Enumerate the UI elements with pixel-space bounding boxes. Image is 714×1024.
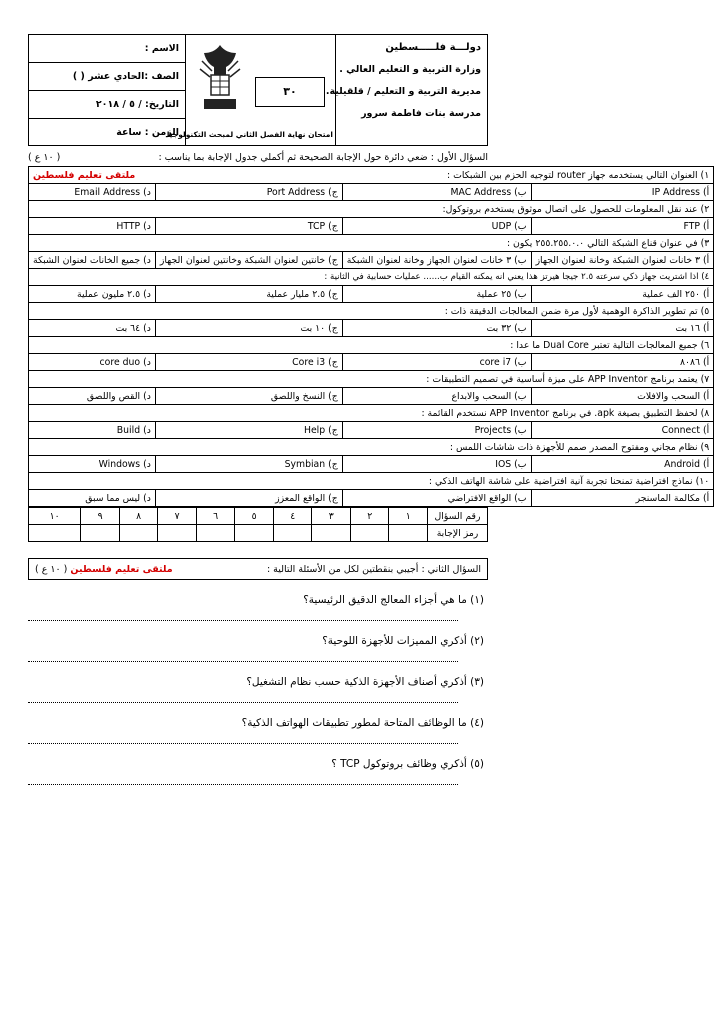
- answer-line[interactable]: [28, 702, 458, 703]
- q4-option-b[interactable]: ب) ٢٥ عملية: [342, 286, 531, 303]
- answer-line[interactable]: [28, 620, 458, 621]
- answer-number: ٣: [312, 508, 351, 525]
- q10-option-d[interactable]: د) ليس مما سبق: [29, 490, 156, 507]
- q2-score: ( ١٠ ع ): [35, 563, 68, 575]
- answer-cell[interactable]: [273, 525, 312, 542]
- q7-option-c[interactable]: ج) النسخ واللصق: [155, 388, 342, 405]
- answer-cell[interactable]: [81, 525, 120, 542]
- q2-item-5: (٥) أذكري وظائف بروتوكول TCP ؟: [331, 758, 484, 770]
- q5-option-d[interactable]: د) ٦٤ بت: [29, 320, 156, 337]
- ministry-label: وزارة التربية و التعليم العالي .: [339, 64, 481, 75]
- q4-option-a[interactable]: أ) ٢٥٠ الف عملية: [531, 286, 714, 303]
- q4-option-d[interactable]: د) ٢.٥ مليون عملية: [29, 286, 156, 303]
- q3-option-b[interactable]: ب) ٣ خانات لعنوان الجهاز وخانة لعنوان الشبكة: [342, 252, 531, 269]
- answer-cell[interactable]: [350, 525, 389, 542]
- answer-number: ٥: [235, 508, 274, 525]
- q8-option-d[interactable]: د) Build: [29, 422, 156, 439]
- question-9-stem: ٩) نظام مجاني ومفتوح المصدر صمم للأجهزة ذات شاشات اللمس :: [29, 439, 714, 456]
- q8-option-b[interactable]: ب) Projects: [342, 422, 531, 439]
- exam-title: امتحان نهاية الفصل الثاني لمبحث التكنولوجيا: [166, 130, 333, 139]
- q8-option-c[interactable]: ج) Help: [155, 422, 342, 439]
- exam-page: [28, 34, 710, 785]
- answer-code-label: رمز الإجابة: [428, 525, 488, 542]
- answer-line[interactable]: [28, 661, 458, 662]
- answer-cell[interactable]: [312, 525, 351, 542]
- answer-cell[interactable]: [158, 525, 197, 542]
- date-row: التاريخ: / ٥ / ٢٠١٨: [29, 91, 185, 119]
- question-4-stem: ٤) اذا اشتريت جهاز ذكي سرعته ٢.٥ جيجا هيرتز هذا يعني انه يمكنه القيام ب...... عمليات حسابية في الثانية :: [29, 269, 714, 286]
- q9-option-b[interactable]: ب) IOS: [342, 456, 531, 473]
- q10-option-b[interactable]: ب) الواقع الافتراضي: [342, 490, 531, 507]
- question-3-stem: ٣) في عنوان قناع الشبكة التالي ٢٥٥.٢٥٥.٠.٠ يكون :: [29, 235, 714, 252]
- country-label: دولـــة فلـــــسطين: [385, 42, 481, 53]
- q1-title: السؤال الأول : ضعي دائرة حول الإجابة الصحيحة ثم أكملي جدول الإجابة بما يناسب :: [158, 151, 488, 163]
- q6-option-a[interactable]: أ) ٨٠٨٦: [531, 354, 714, 371]
- q1-option-b[interactable]: ب) MAC Address: [342, 184, 531, 201]
- q2-heading: [28, 558, 488, 580]
- answer-line[interactable]: [28, 784, 458, 785]
- forum-watermark: ملتقى تعليم فلسطين: [33, 169, 136, 181]
- forum-watermark: ملتقى تعليم فلسطين: [70, 563, 173, 575]
- answer-number: ١٠: [29, 508, 81, 525]
- header-student-info: [29, 35, 185, 145]
- exam-header: [28, 34, 488, 146]
- q9-option-a[interactable]: أ) Android: [531, 456, 714, 473]
- answer-number: ٦: [196, 508, 235, 525]
- question-10-stem: ١٠) نماذج افتراضية تمنحنا تجربة آنية افتراضية على شاشة الهاتف الذكي :: [29, 473, 714, 490]
- answer-table: [28, 507, 488, 542]
- palestinian-authority-emblem-icon: [196, 41, 244, 113]
- q9-option-c[interactable]: ج) Symbian: [155, 456, 342, 473]
- answer-row-label: رقم السؤال: [428, 508, 488, 525]
- q2-item-2: (٢) أذكري المميزات للأجهزة اللوحية؟: [322, 635, 484, 647]
- answer-number: ١: [389, 508, 428, 525]
- header-institution: [325, 35, 487, 145]
- q2-section: [28, 558, 488, 785]
- q3-option-d[interactable]: د) جميع الخانات لعنوان الشبكة: [29, 252, 156, 269]
- name-row: الاسم :: [29, 35, 185, 63]
- answer-cell[interactable]: [235, 525, 274, 542]
- q10-option-c[interactable]: ج) الواقع المعزز: [155, 490, 342, 507]
- answer-cell[interactable]: [196, 525, 235, 542]
- header-center: [166, 35, 335, 145]
- q6-option-c[interactable]: ج) Core i3: [155, 354, 342, 371]
- q2-title: السؤال الثاني : أجيبي بنقطتين لكل من الأسئلة التالية :: [266, 563, 481, 575]
- answer-cell[interactable]: [389, 525, 428, 542]
- q2-item-3: (٣) أذكري أصناف الأجهزة الذكية حسب نظام التشغيل؟: [246, 676, 484, 688]
- q2-option-b[interactable]: ب) UDP: [342, 218, 531, 235]
- q1-option-c[interactable]: ج) Port Address: [155, 184, 342, 201]
- q6-option-b[interactable]: ب) core i7: [342, 354, 531, 371]
- question-1-text: ١) العنوان التالي يستخدمه جهاز router لتوجيه الحزم بين الشبكات :: [447, 169, 710, 181]
- q2-option-a[interactable]: أ) FTP: [531, 218, 714, 235]
- answer-number: ٨: [119, 508, 158, 525]
- answer-cell[interactable]: [29, 525, 81, 542]
- answer-number: ٧: [158, 508, 197, 525]
- q8-option-a[interactable]: أ) Connect: [531, 422, 714, 439]
- directorate-label: مديرية التربية و التعليم / قلقيلية.: [325, 86, 481, 97]
- answer-number: ٤: [273, 508, 312, 525]
- q4-option-c[interactable]: ج) ٢.٥ مليار عملية: [155, 286, 342, 303]
- q7-option-a[interactable]: أ) السحب والافلات: [531, 388, 714, 405]
- answer-number: ٢: [350, 508, 389, 525]
- question-5-stem: ٥) تم تطوير الذاكرة الوهمية لأول مرة ضمن المعالجات الدقيقة ذات :: [29, 303, 714, 320]
- school-label: مدرسة بنات فاطمة سرور: [361, 108, 481, 119]
- q7-option-b[interactable]: ب) السحب والابداع: [342, 388, 531, 405]
- q7-option-d[interactable]: د) القص واللصق: [29, 388, 156, 405]
- q2-option-d[interactable]: د) HTTP: [29, 218, 156, 235]
- q5-option-a[interactable]: أ) ١٦ بت: [531, 320, 714, 337]
- q9-option-d[interactable]: د) Windows: [29, 456, 156, 473]
- q5-option-b[interactable]: ب) ٣٢ بت: [342, 320, 531, 337]
- q1-heading: [28, 148, 488, 166]
- question-7-stem: ٧) يعتمد برنامج APP Inventor على ميزة أساسية في تصميم التطبيقات :: [29, 371, 714, 388]
- q3-option-c[interactable]: ج) خانتين لعنوان الشبكة وخانتين لعنوان الجهاز: [155, 252, 342, 269]
- q1-option-a[interactable]: أ) IP Address: [531, 184, 714, 201]
- answer-number: ٩: [81, 508, 120, 525]
- q2-item-4: (٤) ما الوظائف المتاحة لمطور تطبيقات الهواتف الذكية؟: [241, 717, 484, 729]
- grade-box: ٣٠: [255, 77, 325, 107]
- question-2-stem: ٢) عند نقل المعلومات للحصول على اتصال موثوق يستخدم بروتوكول:: [29, 201, 714, 218]
- q2-item-1: (١) ما هي أجزاء المعالج الدقيق الرئيسية؟: [303, 594, 484, 606]
- time-row: الزمن : ساعة: [116, 127, 179, 138]
- question-8-stem: ٨) لحفظ التطبيق بصيغة apk. في برنامج APP Inventor نستخدم القائمة :: [29, 405, 714, 422]
- question-1-stem: [29, 167, 714, 184]
- q6-option-d[interactable]: د) core duo: [29, 354, 156, 371]
- q5-option-c[interactable]: ج) ١٠ بت: [155, 320, 342, 337]
- class-row: الصف :الحادي عشر ( ): [29, 63, 185, 91]
- answer-line[interactable]: [28, 743, 458, 744]
- q1-score: ( ١٠ ع ): [28, 151, 61, 163]
- q10-option-a[interactable]: أ) مكالمة الماسنجر: [531, 490, 714, 507]
- q1-option-d[interactable]: د) Email Address: [29, 184, 156, 201]
- q1-table: [28, 166, 714, 507]
- answer-cell[interactable]: [119, 525, 158, 542]
- q3-option-a[interactable]: أ) ٣ خانات لعنوان الشبكة وخانة لعنوان الجهاز: [531, 252, 714, 269]
- question-6-stem: ٦) جميع المعالجات التالية تعتبر Dual Core ما عدا :: [29, 337, 714, 354]
- q2-option-c[interactable]: ج) TCP: [155, 218, 342, 235]
